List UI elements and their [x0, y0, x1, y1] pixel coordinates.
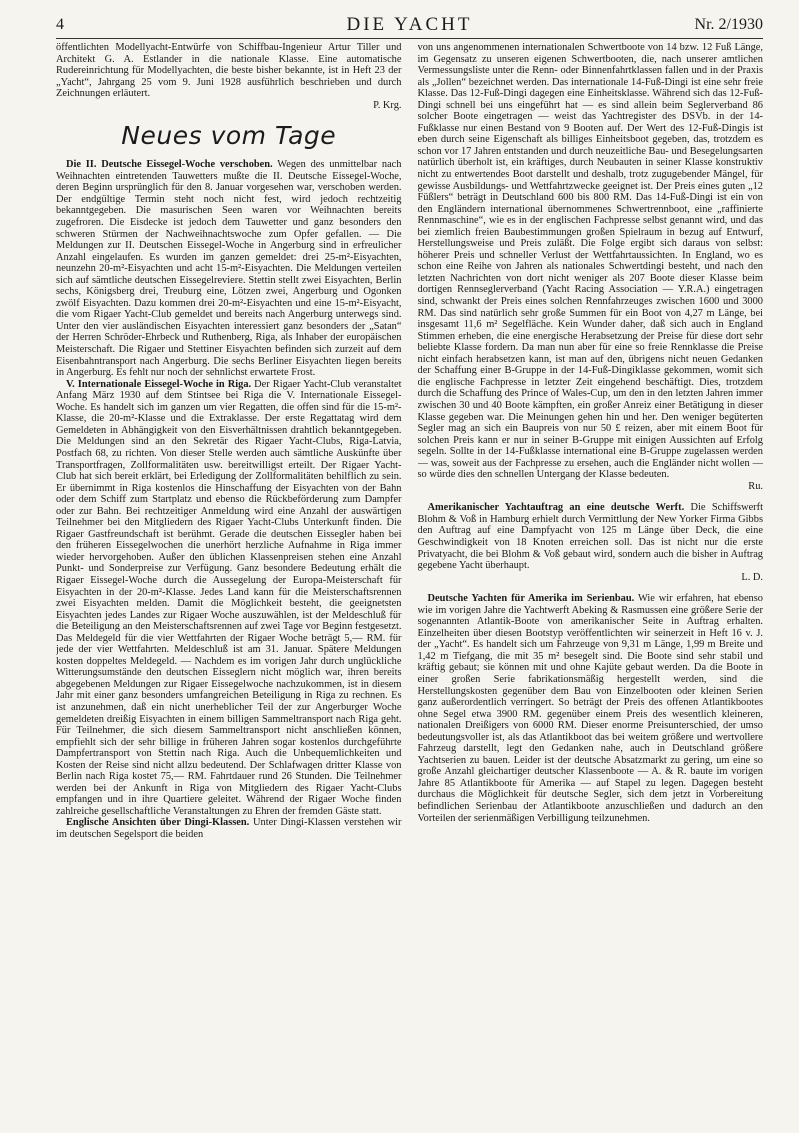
article-title: V. Internationale Eissegel-Woche in Riga.: [66, 378, 252, 390]
issue-number: Nr. 2/1930: [694, 16, 763, 33]
article-serienbau: [418, 593, 764, 824]
article-title: Die II. Deutsche Eissegel-Woche verschoben.: [66, 159, 273, 171]
article-yachtauftrag: [418, 502, 764, 571]
article-body: Wegen des unmittelbar nach Weihnachten eintretenden Tauwetters mußte die II. Deutsche Eissegel-Woche, deren Beginn ursprünglich für den 8. Januar vorgesehen war, verschoben werden. Der endgültige Termin steht noch nicht fest, wird jedoch rechtzeitig bekanntgegeben. Die masurischen Seen waren vor Weihnachten bereits zugefroren. Die Eisdecke ist jedoch dem Tauwetter und ganz besonders den schweren Stürmen der Nachweihnachtswoche zum Opfer gefallen. — Die Meldungen zur II. Deutschen Eissegel-Woche in Angerburg sind in erfreulicher Anzahl eingelaufen. Es wurden im ganzen gemeldet: drei 25-m²-Eisyachten, neunzehn 20-m²-Eisyachten und acht 15-m²-Eisyachten. Die Meldungen verteilen sich auf sämtliche deutschen Eissegelreviere. Stettin stellt zwei Eisyachten, Berlin sechs, Königsberg drei, Treuburg eine, Lötzen zwei, Angerburg und Ogonken zwölf Eisyachten. Dazu kommen drei 20-m²-Eisyachten und eine 15-m²-Eisyacht, die vom Rigaer Yacht-Club gemeldet und bereits nach Angerburg unterwegs sind. Unter den vier ausländischen Eisyachten interessiert ganz besonders der „Satan“ der Herren Schröder-Ehrbeck und Ruthenberg, Riga, als Inhaber der europäischen Meisterschaft. Die Rigaer und Stettiner Eisyachten befinden sich zurzeit auf dem Eisenbahntransport nach Angerburg. Die sechs Berliner Eisyachten liegen bereits in Angerburg. Es fehlt nur noch der sehnlichst erwartete Frost.: [56, 159, 402, 379]
intro-signature: P. Krg.: [373, 99, 402, 111]
left-column: [56, 42, 402, 1111]
article-signature: Ru.: [748, 480, 763, 492]
article-body: Unter Dingi-Klassen verstehen wir im deutschen Segelsport die beiden: [56, 817, 402, 840]
page-number: 4: [56, 16, 64, 33]
intro-paragraph: öffentlichten Modellyacht-Entwürfe von Schiffbau-Ingenieur Artur Tiller und Architekt G. A. Estlander in die nationale Klasse. Eine automatische Rudereinrichtung für Modellyachten, die beste bisher bekannte, ist in Heft 23 der „Yacht“, Jahrgang 25 vom 9. Juni 1928 ausführlich beschrieben und durch Zeichnungen erläutert.: [56, 42, 402, 100]
article-body: Die Schiffswerft Blohm & Voß in Hamburg erhielt durch Vermittlung der New Yorker Firma Gibbs den Auftrag auf eine Dampfyacht von 125 m Länge über Deck, die eine Geschwindigkeit von 18 Knoten erreichen soll. Das ist nicht nur die erste Privatyacht, die bei Blohm & Voß gebaut wird, sondern auch die bisher in Auftrag gegebene Yacht überhaupt.: [417, 502, 763, 572]
article-eissegel-woche: [56, 159, 402, 378]
spacer: [418, 583, 764, 593]
spacer: [418, 492, 764, 502]
article-title: Englische Ansichten über Dingi-Klassen.: [66, 817, 250, 829]
article-body: Wie wir erfahren, hat ebenso wie im vorigen Jahre die Yachtwerft Abeking & Rasmussen eine größere Serie der sogenannten Atlantik-Boote von amerikanischer Seite in Auftrag erhalten. Einzelheiten über diesen Bootstyp veröffentlichten wir seinerzeit in Heft 16 v. J. der „Yacht“. Es handelt sich um Fahrzeuge von 9,31 m Länge, 1,99 m Breite und 1,42 m Tiefgang, die mit 35 m² besegelt sind. Die Boote sind sehr stabil und kräftig gebaut; sie können mit und ohne Kajüte gebaut werden. Da die Boote in einer großen Serie fabrikationsmäßig hergestellt werden, sind die Herstellungskosten gegenüber dem Bau von Einzelbooten oder kleinen Serien ganz außerordentlich verringert. So beträgt der Preis des offenen Atlantikbootes ohne Segel etwa 3900 RM. gegenüber einem Preis des wesentlich kleineren, nationalen Dreißigers von 6000 RM. Dieser enorme Preisunterschied, der umso bedeutungsvoller ist, als das Atlantikboot das bei weitem größere und wertvollere Fahrzeug darstellt, legt den Gedanken nahe, auch in Deutschland größere Yachtserien zu bauen. Leider ist der deutsche Absatzmarkt zu gering, um eine so große Anzahl gleichartiger deutscher Klassenboote — A. & R. baute im vorigen Jahre 85 Atlantikboote für Amerika — auf Stapel zu legen. Dagegen besteht durchaus die Möglichkeit für deutsche Segler, sich dem jetzt in Vorbereitung befindlichen Serienbau der Atlantikboote anzuschließen und dadurch an den Vorteilen der serienmäßigen Verbilligung teilzunehmen.: [417, 593, 763, 824]
journal-title: DIE YACHT: [346, 14, 473, 35]
article-body: Der Rigaer Yacht-Club veranstaltet Anfang März 1930 auf dem Stintsee bei Riga die V. Internationale Eissegel-Woche. Es handelt sich im ganzen um vier Regatten, die offen sind für die 15-m²-Klasse, die 20-m²-Klasse und die Extraklasse. Der erste Regattatag wird dem Gemeldeten in Abhängigkeit von den Eisverhältnissen drahtlich bekanntgegeben. Die Meldungen sind an den Sekretär des Rigaer Yacht-Clubs, Riga-Latvia, Postfach 68, zu richten. Von dieser Stelle werden auch sämtliche Auskünfte über Transportfragen, Zollformalitäten usw. bereitwilligst erteilt. Der Rigaer Yacht-Club hat sich bereit erklärt, bei Erledigung der Zollformalitäten behilflich zu sein. Er übernimmt in Riga kostenlos die Hinschaffung der Eisyachten von der Bahn oder dem Schiff zum Startplatz und ebenso die Rückbeförderung zum Dampfer oder zur Bahn. Bei rechtzeitiger Anmeldung wird eine Anzahl der auswärtigen Teilnehmer bei den Mitgliedern des Rigaer Yacht-Clubs Unterkunft finden. Die Rigaer Gastfreundschaft ist berühmt. Gerade die deutschen Eissegler haben bei den früheren Eissegelwochen die unerhört herzliche Aufnahme in Riga immer wieder hervorgehoben. Außer den üblichen Klassenpreisen stehen eine Anzahl Punkt- und Sonderpreise zur Verfügung. Ganz besondere Bedeutung erhält die Rigaer Eissegel-Woche durch die Aussegelung der Europa-Meisterschaft für Eisyachten in der 20-m²-Klasse. Jedes Land kann für die Meisterschaftsrennen zwei Eisyachten melden. Damit die Möglichkeit besteht, die geeignetsten Eisyachten jedes Landes zur Rigaer Woche auszuwählen, ist der Meldeschluß für die Beteiligung an den Meisterschaftsrennen auf zwei Tage vor Beginn festgesetzt. Das Meldegeld für die vier Wettfahrten der Rigaer Woche beträgt 5,— RM. für jede der vier Wettfahrten. Meldeschluß ist am 31. Januar. Spätere Meldungen kosten doppeltes Meldegeld. — Nachdem es im vorigen Jahr durch unglückliche Witterungsumstände den deutschen Eisseglern nicht möglich war, ihren bereits abgegebenen Meldungen zur Rigaer Eissegelwoche nachzukommen, ist in diesem Jahr mit einer ganz besonders umfangreichen Beteiligung in Riga zu rechnen. Es ist anzunehmen, daß ein nicht unerheblicher Teil der zur Angerburger Woche gemeldeten dreißig Eisyachten in einem billigen Sammeltransport nach Riga geht. Für Teilnehmer, die sich diesem Sammeltransport nicht anschließen können, empfiehlt sich der sehr billige in früheren Jahren sogar kostenlos durchgeführte Dampfertransport von Stettin nach Riga. Auch die Unbequemlichkeiten und Kosten der Reise sind nicht allzu bedeutend. Der Schlafwagen dritter Klasse von Berlin nach Riga kostet 75,— RM. Fahrtdauer rund 26 Stunden. Die Teilnehmer werden bei der Ankunft in Riga von Mitgliedern des Rigaer Yacht-Clubs empfangen und in ihre Quartiere geleitet. Während der Rigaer Woche finden zahlreiche gesellschaftliche Veranstaltungen zu Ehren der fremden Gäste statt.: [56, 378, 402, 817]
article-riga: [56, 379, 402, 818]
text-columns: [56, 42, 763, 1111]
right-column: [418, 42, 764, 1111]
header-rule: [56, 38, 763, 39]
article-title: Amerikanischer Yachtauftrag an eine deutsche Werft.: [427, 502, 685, 514]
article-signature: L. D.: [741, 571, 763, 583]
section-heading: Neues vom Tage: [121, 121, 337, 151]
article-title: Deutsche Yachten für Amerika im Serienbau.: [427, 593, 635, 605]
article-dingi: [56, 817, 402, 840]
article-dingi-continued: von uns angenommenen internationalen Schwertboote von 14 bzw. 12 Fuß Länge, im Gegensatz zu unseren eigenen Schwertbooten, die, nach unserer amtlichen Vermessungsliste unter die Renn- oder Binnenfahrtklassen fallen und in der Praxis als „Jollen“ bezeichnet werden. Das internationale 14-Fuß-Dingi ist eine sehr freie Klasse. Das 12-Fuß-Dingi dagegen eine Einheitsklasse. Während sich das 12-Fuß-Dingi schnell bei uns eingeführt hat — es sind allein beim Seglerverband 86 solcher Boote eingetragen — weist das Yachtregister des DSVb. in der 14-Fußklasse nur einen Bestand von 9 Booten auf. Der Wert des 12-Fuß-Dingis ist eben durch seine Eigenschaft als billiges Einheitsboot gegeben, das, trotzdem es schon vor 17 Jahren entstanden und durch neuzeitliche Bau- und Besegelungsarten natürlich überholt ist, ein kräftiges, durch Neubauten in seiner Klasse konstruktiv nicht zu entwertendes Boot darstellt und deshalb, trotz zugugebender Mängel, für gewisse Ausbildungs- und Wettfahrtzwecke geeignet ist. Der Preis eines guten „12 Füßlers“ beträgt in Deutschland 600 bis 800 RM. Das 14-Fuß-Dingi ist ein von den Engländern international übernommenes Schwertrennboot, eine „raffinierte Rennmaschine“, wie es in der englischen Fachpresse selbst genannt wird, und das bei ziemlich freien Baubestimmungen großen Spielraum in bezug auf Entwurf, Herstellungsweise und Preis zuläßt. Die Folge ergibt sich daraus von selbst: höherer Preis und schneller Verlust der Wettfahrtaussichten. In England, wo es schon eine Reihe von Jahren als nationales Schwertdingi besteht, und nach den letzten Nachrichten von dort nicht weniger als 207 Boote dieser Klasse beim dortigen Rennseglerverband (Yacht Racing Association — Y.R.A.) eingetragen sind, schwankt der Preis eines solchen Rennfahrzeuges zwischen 1600 und 3000 RM. Das sind natürlich sehr große Summen für ein Boot von 4,27 m Länge, bei insgesamt 11,6 m² Segelfläche. Kein Wunder daher, daß sich auch in England Stimmen erheben, die eine energische Herabsetzung der Preise für diese dort sehr beliebte Klasse fordern. Da man nun aber für eine so freie Rennklasse die Preise nicht einfach herabsetzen kann, ist man auf den, übrigens nicht neuen Gedanken der Schaffung einer B-Gruppe in der 14-Fuß-Dingiklasse gekommen, womit sich die englische Fachpresse in letzter Zeit eingehend beschäftigt. Dies, trotzdem durch die Schaffung des Prince of Wales-Cup, um den in den letzten Jahren immer zwischen 30 und 40 Boote kämpften, ein großer Anreiz einer Betätigung in dieser Klasse gegeben war. Die Meinungen gehen hin und her. Den weniger begüterten Segler mag an sich ein Baupreis von nur 50 £ reizen, aber mit einem Boot für solchen Preis kann er nur in seiner B-Gruppe mit einigen Aussichten auf Erfolg segeln. Sollte in der 14-Fußklasse international eine B-Gruppe zugelassen werden — was, soweit aus der Fachpresse zu ersehen, auch die Engländer nicht wollen — so würde dies den schnellen Untergang der Klasse bedeuten.: [417, 42, 763, 481]
page-header: [56, 14, 763, 36]
